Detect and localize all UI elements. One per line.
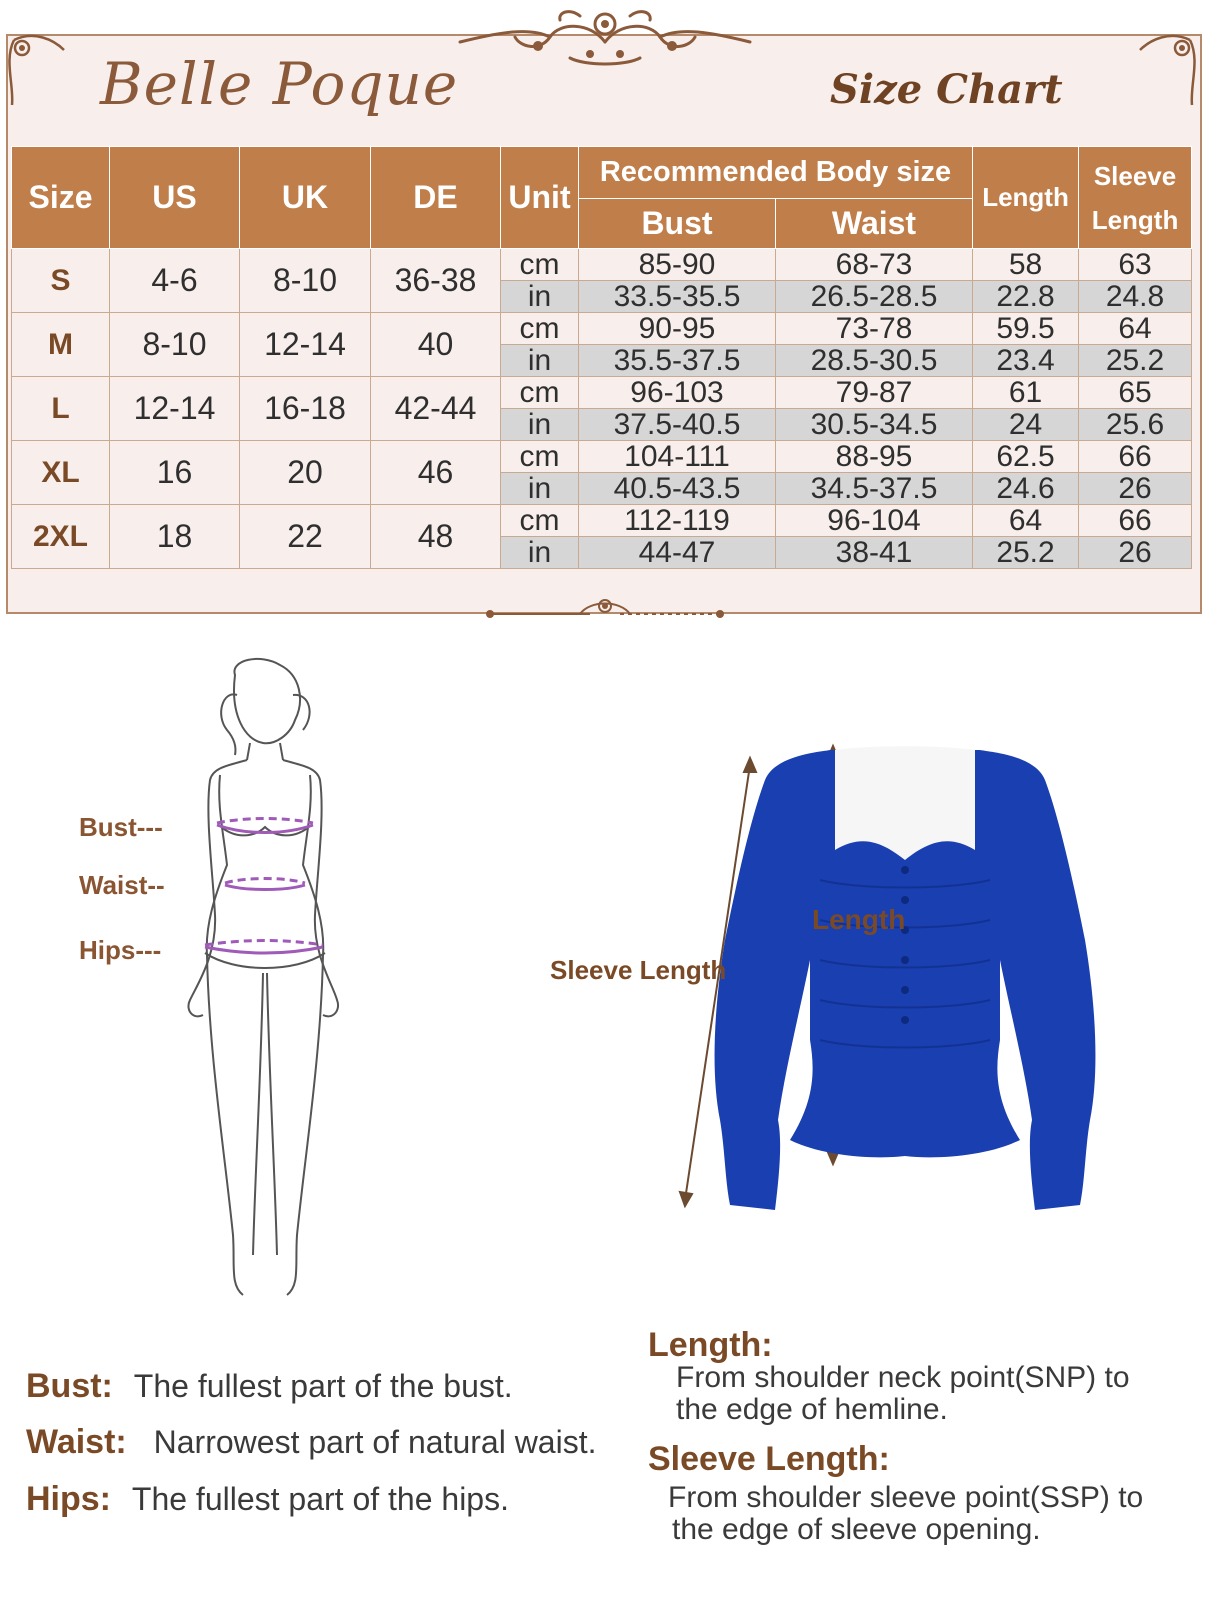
cell-bust: 40.5-43.5 (579, 473, 776, 505)
cell-length: 23.4 (973, 345, 1079, 377)
definition-length-line-1: From shoulder neck point(SNP) to (676, 1361, 1130, 1394)
header-sleeve-length (1079, 147, 1192, 249)
cell-de: 48 (371, 505, 501, 569)
cell-bust: 96-103 (579, 377, 776, 409)
figure-label-sleeve-length: Sleeve Length (550, 955, 727, 985)
cell-unit: in (501, 281, 579, 313)
cell-size: M (12, 313, 110, 377)
definition-bust-text: The fullest part of the bust. (133, 1368, 513, 1404)
figure-label-waist: Waist-- (79, 870, 165, 900)
body-figure-illustration (175, 655, 350, 1305)
definition-sleeve-text (668, 1482, 1143, 1546)
cell-length: 62.5 (973, 441, 1079, 473)
definition-waist-text: Narrowest part of natural waist. (153, 1424, 597, 1460)
cell-de: 42-44 (371, 377, 501, 441)
cell-waist: 38-41 (776, 537, 973, 569)
figure-label-length: Length (812, 904, 906, 935)
cell-us: 16 (110, 441, 240, 505)
cell-length: 58 (973, 249, 1079, 281)
definition-waist-key: Waist: (26, 1423, 127, 1461)
cell-waist: 34.5-37.5 (776, 473, 973, 505)
cell-length: 64 (973, 505, 1079, 537)
definition-sleeve-line-1: From shoulder sleeve point(SSP) to (668, 1481, 1144, 1514)
cell-length: 59.5 (973, 313, 1079, 345)
header-length: Length (973, 147, 1079, 249)
table-row (12, 377, 1192, 409)
table-row (12, 249, 1192, 281)
cell-waist: 28.5-30.5 (776, 345, 973, 377)
cell-sleeve: 25.6 (1079, 409, 1192, 441)
size-table (11, 146, 1192, 569)
cell-sleeve: 64 (1079, 313, 1192, 345)
cell-sleeve: 66 (1079, 441, 1192, 473)
cell-waist: 96-104 (776, 505, 973, 537)
cell-sleeve: 24.8 (1079, 281, 1192, 313)
cell-unit: cm (501, 441, 579, 473)
corner-ornament-right-icon (1130, 30, 1200, 110)
cell-size: XL (12, 441, 110, 505)
cell-bust: 44-47 (579, 537, 776, 569)
cell-waist: 68-73 (776, 249, 973, 281)
cell-waist: 73-78 (776, 313, 973, 345)
cell-bust: 90-95 (579, 313, 776, 345)
cell-us: 8-10 (110, 313, 240, 377)
header-waist: Waist (776, 199, 973, 249)
cell-unit: cm (501, 377, 579, 409)
cell-bust: 85-90 (579, 249, 776, 281)
cell-uk: 16-18 (240, 377, 371, 441)
header-uk: UK (240, 147, 371, 249)
header-bust: Bust (579, 199, 776, 249)
header-recommended: Recommended Body size (579, 147, 973, 199)
cell-unit: in (501, 537, 579, 569)
cell-length: 61 (973, 377, 1079, 409)
cell-unit: in (501, 473, 579, 505)
cell-unit: cm (501, 313, 579, 345)
cell-length: 24.6 (973, 473, 1079, 505)
definition-sleeve-line-2: the edge of sleeve opening. (672, 1513, 1041, 1546)
table-row (12, 313, 1192, 345)
cell-sleeve: 66 (1079, 505, 1192, 537)
definition-length-line-2: the edge of hemline. (676, 1393, 948, 1426)
cell-bust: 112-119 (579, 505, 776, 537)
cell-unit: cm (501, 505, 579, 537)
cell-waist: 79-87 (776, 377, 973, 409)
blouse-illustration (670, 740, 1110, 1220)
cell-sleeve: 26 (1079, 473, 1192, 505)
table-row (12, 441, 1192, 473)
header-sleeve-line-1: Sleeve (1093, 160, 1177, 191)
definition-length-key: Length: (648, 1326, 773, 1364)
definition-sleeve-key: Sleeve Length: (648, 1440, 890, 1478)
cell-unit: in (501, 345, 579, 377)
cell-de: 46 (371, 441, 501, 505)
table-row (12, 505, 1192, 537)
cell-bust: 35.5-37.5 (579, 345, 776, 377)
header-unit: Unit (501, 147, 579, 249)
cell-de: 36-38 (371, 249, 501, 313)
header-us: US (110, 147, 240, 249)
brand-logo: Belle Poque (100, 50, 459, 118)
cell-bust: 33.5-35.5 (579, 281, 776, 313)
cell-size: 2XL (12, 505, 110, 569)
figure-label-bust: Bust--- (79, 812, 163, 842)
cell-unit: in (501, 409, 579, 441)
cell-length: 24 (973, 409, 1079, 441)
cell-size: S (12, 249, 110, 313)
cell-bust: 37.5-40.5 (579, 409, 776, 441)
figure-label-hips: Hips--- (79, 935, 162, 965)
header-size: Size (12, 147, 110, 249)
cell-unit: cm (501, 249, 579, 281)
definition-hips-key: Hips: (26, 1480, 111, 1518)
cell-length: 22.8 (973, 281, 1079, 313)
definition-bust (26, 1367, 513, 1406)
cell-us: 4-6 (110, 249, 240, 313)
cell-uk: 12-14 (240, 313, 371, 377)
header-sleeve-line-2: Length (1091, 204, 1179, 235)
cell-us: 18 (110, 505, 240, 569)
cell-sleeve: 65 (1079, 377, 1192, 409)
definition-hips (26, 1480, 509, 1519)
definition-length-text (676, 1362, 1130, 1426)
cell-uk: 22 (240, 505, 371, 569)
bottom-ornament-icon (470, 592, 740, 632)
cell-uk: 8-10 (240, 249, 371, 313)
cell-waist: 30.5-34.5 (776, 409, 973, 441)
cell-sleeve: 25.2 (1079, 345, 1192, 377)
corner-ornament-left-icon (4, 30, 74, 110)
cell-us: 12-14 (110, 377, 240, 441)
top-ornament-icon (440, 2, 770, 74)
cell-sleeve: 26 (1079, 537, 1192, 569)
cell-sleeve: 63 (1079, 249, 1192, 281)
definition-hips-text: The fullest part of the hips. (131, 1481, 509, 1517)
cell-uk: 20 (240, 441, 371, 505)
definition-bust-key: Bust: (26, 1367, 113, 1405)
definition-waist (26, 1423, 596, 1462)
cell-de: 40 (371, 313, 501, 377)
page-title: Size Chart (830, 66, 1063, 113)
header-de: DE (371, 147, 501, 249)
cell-waist: 26.5-28.5 (776, 281, 973, 313)
cell-size: L (12, 377, 110, 441)
cell-length: 25.2 (973, 537, 1079, 569)
cell-bust: 104-111 (579, 441, 776, 473)
cell-waist: 88-95 (776, 441, 973, 473)
